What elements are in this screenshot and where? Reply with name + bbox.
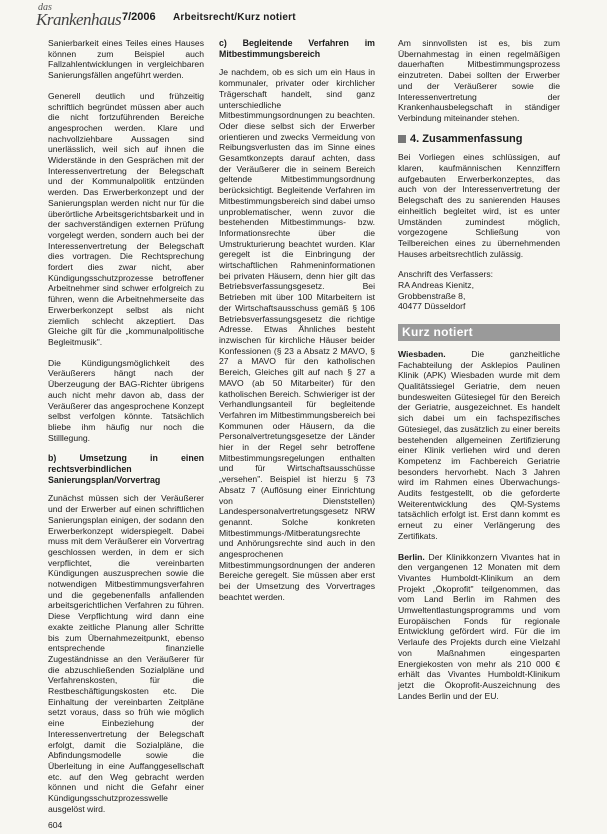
news-text: Der Klinikkonzern Vivantes hat in den vergangenen 12 Monaten mit dem Vivantes Humboldt-Klinikum an dem Projekt „Ökoprofit" teilgenommen, das vom Land Berlin im Rahmen des Umweltentlastungsprogramms und vom Europäischen Fonds für regionale Entwicklung gefördert wird. Für die im Verlaufe des Projekts durch eine Vielzahl von Maßnahmen eingesparten Energiekosten von mehr als 210 000 € erhält das Vivantes Humboldt-Klinikum jetzt die Ökoprofit-Auszeichnung des Landes Berlin und der EU.	[398, 551, 560, 701]
page-header	[0, 0, 607, 34]
column-2	[219, 38, 375, 613]
issue-number: 7/2006	[122, 11, 156, 23]
address-city: 40477 Düsseldorf	[398, 301, 466, 312]
paragraph: Bei Vorliegen eines schlüssigen, auf klaren, kaufmännischen Kennziffern aufgebauten Erwerberkonzeptes, das auch von der Interessenvertretung der Belegschaft des zu sanierenden Hauses einheitlich begleitet wird, ist es unter Umständen zumindest möglich, vorgezogene Schließung von Teilbereichen eines zu übernehmenden Hauses arbeitsrechtlich zulässig.	[398, 152, 560, 259]
author-address	[398, 269, 560, 312]
column-3	[398, 38, 560, 711]
news-text: Die ganzheitliche Fachabteilung der Asklepios Paulinen Klinik (APK) Wiesbaden wurde mit dem Qualitätssiegel Geriatrie, dem neuen bundesweiten Gütesiegel für den Bereich der Geriatrie, ausgezeichnet. Es handelt sich dabei um ein fachspezifisches Gütesiegel, das zusätzlich zu einer bereits bestehenden allgemeinen Zertifizierung einer Klinik verliehen wird und deren Kompetenz im Fachbereich Geriatrie besonders hervorhebt. Nach 3 Jahren wird im Rahmen eines Überwachungs-Audits festgestellt, ob die geforderte Weiterentwicklung des QM-Systems tatsächlich erfolgt ist. Erst dann kommt es erneut zu einer Verlängerung des Zertifikats.	[398, 348, 560, 541]
section-heading	[398, 134, 560, 145]
paragraph: Zunächst müssen sich der Veräußerer und der Erwerber auf einen schriftlichen Sanierungsplan einigen, der sodann den Erwerberkonzept widerspiegelt. Dabei muss mit dem Veräußerer ein Vorvertrag geschlossen werden, in dem er sich verpflichtet, die vereinbarten Kündigungen auszusprechen sowie die notwendigen Mitbestimmungsverfahren und die gegebenenfalls anfallenden arbeitsgerichtlichen Verfahren zu führen. Diese Verpflichtung wird dann eine exakte zeitliche Planung aller Schritte bis zum Übernahmezeitpunkt, ebenso entsprechende finanzielle Zugeständnisse an den Veräußerer für die abzuschließenden Sozialpläne und Verfahrenskosten, für die Restbeschäftigungskosten etc. Die Einhaltung der vereinbarten Zeitpläne setzt voraus, dass so früh wie möglich eine Einbeziehung der Interessenvertretung der Belegschaft erfolgt, damit die Sozialpläne, die Abfindungsmodelle sowie die Überleitung in eine Auffanggesellschaft etc. auf den Weg gebracht werden können und nicht die Gefahr einer Kündigungsschutzprozesswelle ausgelöst wird.	[48, 493, 204, 814]
subheading-c: c) Begleitende Verfahren im Mitbestimmungsbereich	[219, 38, 375, 59]
paragraph: Sanierbarkeit eines Teiles eines Hauses können zum Beispiel auch Fallzahlentwicklungen in vergleichbaren Sanierungsfällen angeführt werden.	[48, 38, 204, 81]
logo-das: das	[38, 2, 52, 13]
news-location: Wiesbaden.	[398, 348, 446, 359]
square-bullet-icon	[398, 135, 406, 143]
news-item	[398, 349, 560, 542]
subheading-b: b) Umsetzung in einen rechtsverbindlichen Sanierungsplan/Vorvertrag	[48, 453, 204, 485]
news-location: Berlin.	[398, 551, 425, 562]
section-title: Arbeitsrecht/Kurz notiert	[173, 12, 296, 23]
paragraph: Generell deutlich und frühzeitig schriftlich begründet müssen aber auch die nicht fortzuführenden Bereiche angesprochen werden. Klare und nachvollziehbare Aussagen sind unerlässlich, weil sich auf ihnen die Widerstände in den Gesprächen mit der Interessenvertretung der Belegschaft und der Kommunalpolitik entzünden werden. Das Erwerberkonzept und der Sanierungsplan werden nicht nur für die überörtliche Arbeitsgerichtsbarkeit und in der sachverständigen externen Prüfung vorgelegt werden, sondern auch bei der Interessenvertretung der Belegschaft dies vortragen. Die Rechtsprechung fordert dies zwar nicht, aber Kündigungsschutzprozesse betroffener Arbeitnehmer sind schwer erfolgreich zu führen, wenn die Arbeitnehmerseite das Erwerberkonzept selbst als nicht ziemlich schlecht akzeptiert. Das Gleiche gilt für die „kommunalpolitische Begleitmusik".	[48, 90, 204, 347]
logo-main: Krankenhaus	[36, 10, 122, 29]
address-name: RA Andreas Kienitz,	[398, 280, 474, 291]
address-label: Anschrift des Verfassers:	[398, 269, 494, 280]
news-item	[398, 552, 560, 702]
paragraph: Am sinnvollsten ist es, bis zum Übernahmestag in einen regelmäßigen dauerhaften Mitbestimmungsprozess einzutreten. Dabei sollten der Erwerber und der Veräußerer sowie die Interessenvertretung der Krankenhausbelegschaft in ständiger Verbindung miteinander stehen.	[398, 38, 560, 123]
kurz-notiert-banner: Kurz notiert	[398, 324, 560, 341]
heading-text: 4. Zusammenfassung	[410, 132, 523, 145]
paragraph: Die Kündigungsmöglichkeit des Veräußerers hängt nach der Überzeugung der BAG-Richter übrigens auch nicht mehr davon ab, dass der Veräußerer das angesprochene Konzept selbst verfolgen könnte. Tatsächlich bliebe ihm häufig nur noch die Stilllegung.	[48, 357, 204, 443]
paragraph: Je nachdem, ob es sich um ein Haus in kommunaler, privater oder kirchlicher Trägerschaft handelt, sind ganz unterschiedliche Mitbestimmungsordnungen zu beachten. Oder diese selbst sich der Erwerber orientieren und zwecks Vermeidung von Reibungsverlusten das im Sinne eines Gesamtkonzepts darauf achten, dass der Veräußerer die in seinem Bereich geltende Mitbestimmungsordnung berücksichtigt. Begleitende Verfahren im Mitbestimmungsbereich sind dabei umso unproblematischer, wenn zuvor die bestehenden Mitbestimmungs- bzw. Informationsrechte über die Umstrukturierung beachtet wurden. Klar geregelt ist die Einbringung der wirtschaftlichen Rahmeninformationen bei privaten Häusern, denn hier gilt das Betriebsverfassungsgesetz. Bei Betrieben mit über 100 Mitarbeitern ist der Wirtschaftsausschuss gemäß § 106 Betriebsverfassungsgesetz die richtige Adresse. Etwas Ähnliches besteht inzwischen für kirchliche Häuser beider Konfessionen (§ 23 a Absatz 2 MAVO, § 27 a MAVO für den katholischen Bereich, Gleiches gilt auf nach § 27 a MAVO (ab 50 Mitarbeiter) für den katholischen Bereich. Schwieriger ist der Verhandlungsanteil für begleitende Verfahren im Mitbestimmungsbereich bei Kommunen oder Häusern, da die Personalvertretungsgesetze der Länder hier in der Regel sehr betroffene Mitbestimmungsregelungen enthalten und für Wirtschaftsausschüsse „versehen". Beispiel ist hierzu § 73 Absatz 7 (Auflösung einer Einrichtung von Dienststellen) Landespersonalvertretungsgesetz NRW genannt. Solche konkreten Mitbestimmungs-/Mitberatungsrechte und Anhörungsrechte sind auch in den angesprochenen Mitbestimmungsordnungen der anderen Bereiche geregelt. Sie müssen aber erst bei der Umsetzung des Vorvertrages beachtet werden.	[219, 67, 375, 602]
address-street: Grobbenstraße 8,	[398, 290, 466, 301]
journal-logo	[36, 2, 122, 30]
page-number: 604	[48, 820, 63, 830]
column-1	[48, 38, 204, 825]
